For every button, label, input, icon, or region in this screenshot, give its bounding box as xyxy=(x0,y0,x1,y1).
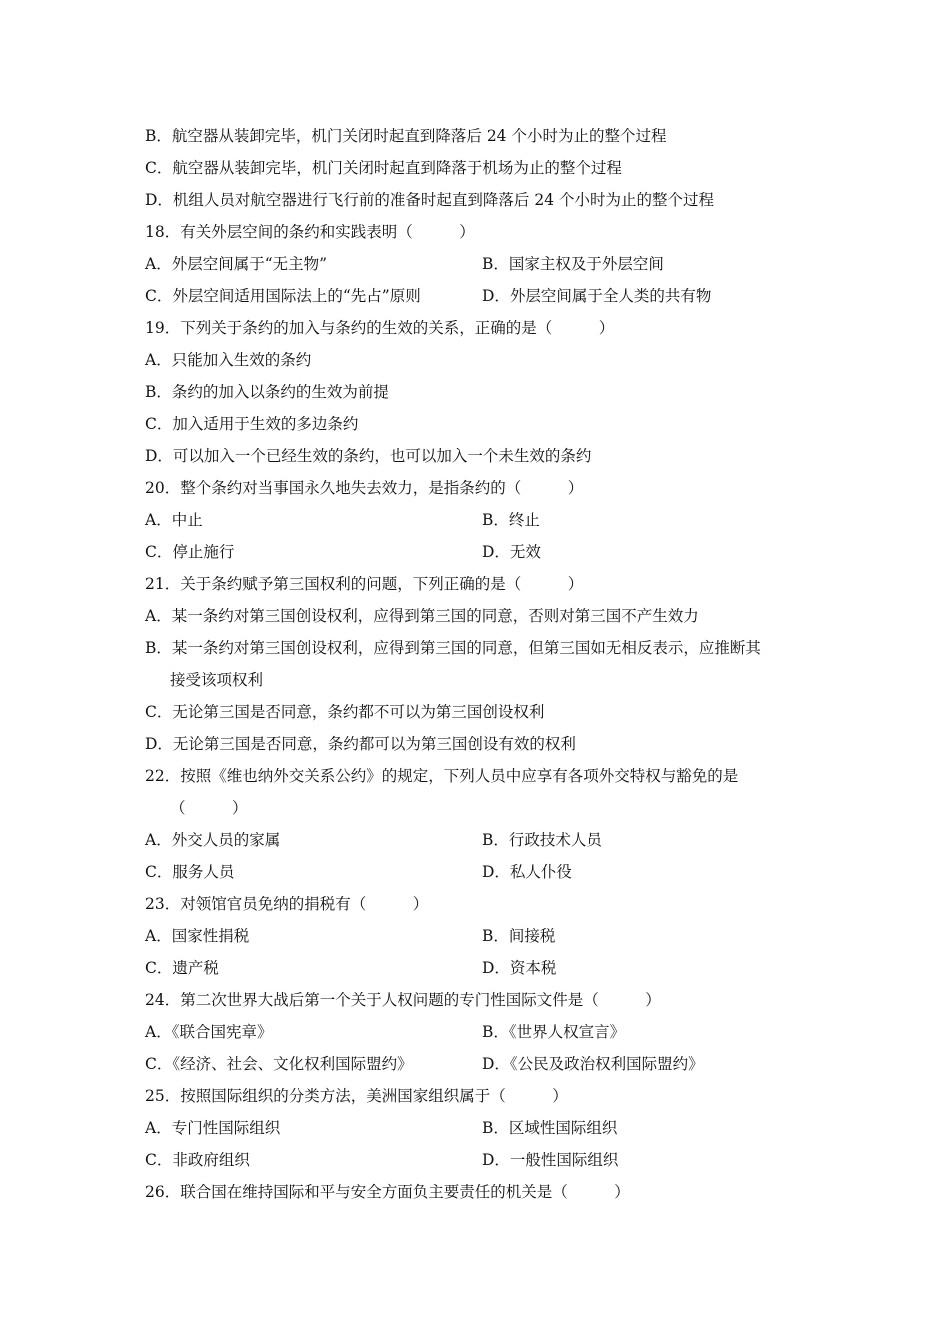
option-17c: C．航空器从装卸完毕，机门关闭时起直到降落于机场为止的整个过程 xyxy=(145,159,622,177)
option-23c: C．遗产税 xyxy=(145,959,219,977)
option-25b: B．区域性国际组织 xyxy=(482,1119,618,1137)
option-24c: C．《经济、社会、文化权利国际盟约》 xyxy=(145,1055,413,1073)
option-24d: D．《公民及政治权利国际盟约》 xyxy=(482,1055,704,1073)
question-20: 20．整个条约对当事国永久地失去效力，是指条约的（ ） xyxy=(145,479,584,497)
option-22d: D．私人仆役 xyxy=(482,863,572,881)
option-21c: C．无论第三国是否同意，条约都不可以为第三国创设权利 xyxy=(145,703,545,721)
question-22-cont: （ ） xyxy=(170,799,248,817)
option-23a: A．国家性捐税 xyxy=(145,927,250,945)
option-17d: D．机组人员对航空器进行飞行前的准备时起直到降落后 24 个小时为止的整个过程 xyxy=(145,191,715,209)
option-21d: D．无论第三国是否同意，条约都可以为第三国创设有效的权利 xyxy=(145,735,576,753)
option-23d: D．资本税 xyxy=(482,959,557,977)
option-19b: B．条约的加入以条约的生效为前提 xyxy=(145,383,389,401)
option-19d: D．可以加入一个已经生效的条约，也可以加入一个未生效的条约 xyxy=(145,447,592,465)
question-26: 26．联合国在维持国际和平与安全方面负主要责任的机关是（ ） xyxy=(145,1183,630,1201)
option-18b: B．国家主权及于外层空间 xyxy=(482,255,664,273)
option-20d: D．无效 xyxy=(482,543,541,561)
option-24a: A．《联合国宪章》 xyxy=(145,1023,273,1041)
option-22c: C．服务人员 xyxy=(145,863,235,881)
option-22b: B．行政技术人员 xyxy=(482,831,602,849)
option-17b: B．航空器从装卸完毕，机门关闭时起直到降落后 24 个小时为止的整个过程 xyxy=(145,127,667,145)
option-21b: B．某一条约对第三国创设权利，应得到第三国的同意，但第三国如无相反表示，应推断其 xyxy=(145,639,761,657)
question-19: 19．下列关于条约的加入与条约的生效的关系，正确的是（ ） xyxy=(145,319,615,337)
option-20c: C．停止施行 xyxy=(145,543,235,561)
option-19c: C．加入适用于生效的多边条约 xyxy=(145,415,359,433)
option-21b-cont: 接受该项权利 xyxy=(170,671,264,689)
option-18a: A．外层空间属于“无主物” xyxy=(145,255,328,273)
question-25: 25．按照国际组织的分类方法，美洲国家组织属于（ ） xyxy=(145,1087,568,1105)
question-18: 18．有关外层空间的条约和实践表明（ ） xyxy=(145,223,475,241)
option-22a: A．外交人员的家属 xyxy=(145,831,281,849)
question-22: 22．按照《维也纳外交关系公约》的规定，下列人员中应享有各项外交特权与豁免的是 xyxy=(145,767,739,785)
option-20b: B．终止 xyxy=(482,511,540,529)
option-18d: D．外层空间属于全人类的共有物 xyxy=(482,287,712,305)
option-25a: A．专门性国际组织 xyxy=(145,1119,281,1137)
option-20a: A．中止 xyxy=(145,511,203,529)
option-23b: B．间接税 xyxy=(482,927,556,945)
option-25d: D．一般性国际组织 xyxy=(482,1151,619,1169)
option-21a: A．某一条约对第三国创设权利，应得到第三国的同意，否则对第三国不产生效力 xyxy=(145,607,699,625)
question-23: 23．对领馆官员免纳的捐税有（ ） xyxy=(145,895,429,913)
question-24: 24．第二次世界大战后第一个关于人权问题的专门性国际文件是（ ） xyxy=(145,991,661,1009)
option-19a: A．只能加入生效的条约 xyxy=(145,351,312,369)
option-24b: B．《世界人权宣言》 xyxy=(482,1023,626,1041)
option-25c: C．非政府组织 xyxy=(145,1151,250,1169)
question-21: 21．关于条约赋予第三国权利的问题，下列正确的是（ ） xyxy=(145,575,584,593)
option-18c: C．外层空间适用国际法上的“先占”原则 xyxy=(145,287,421,305)
